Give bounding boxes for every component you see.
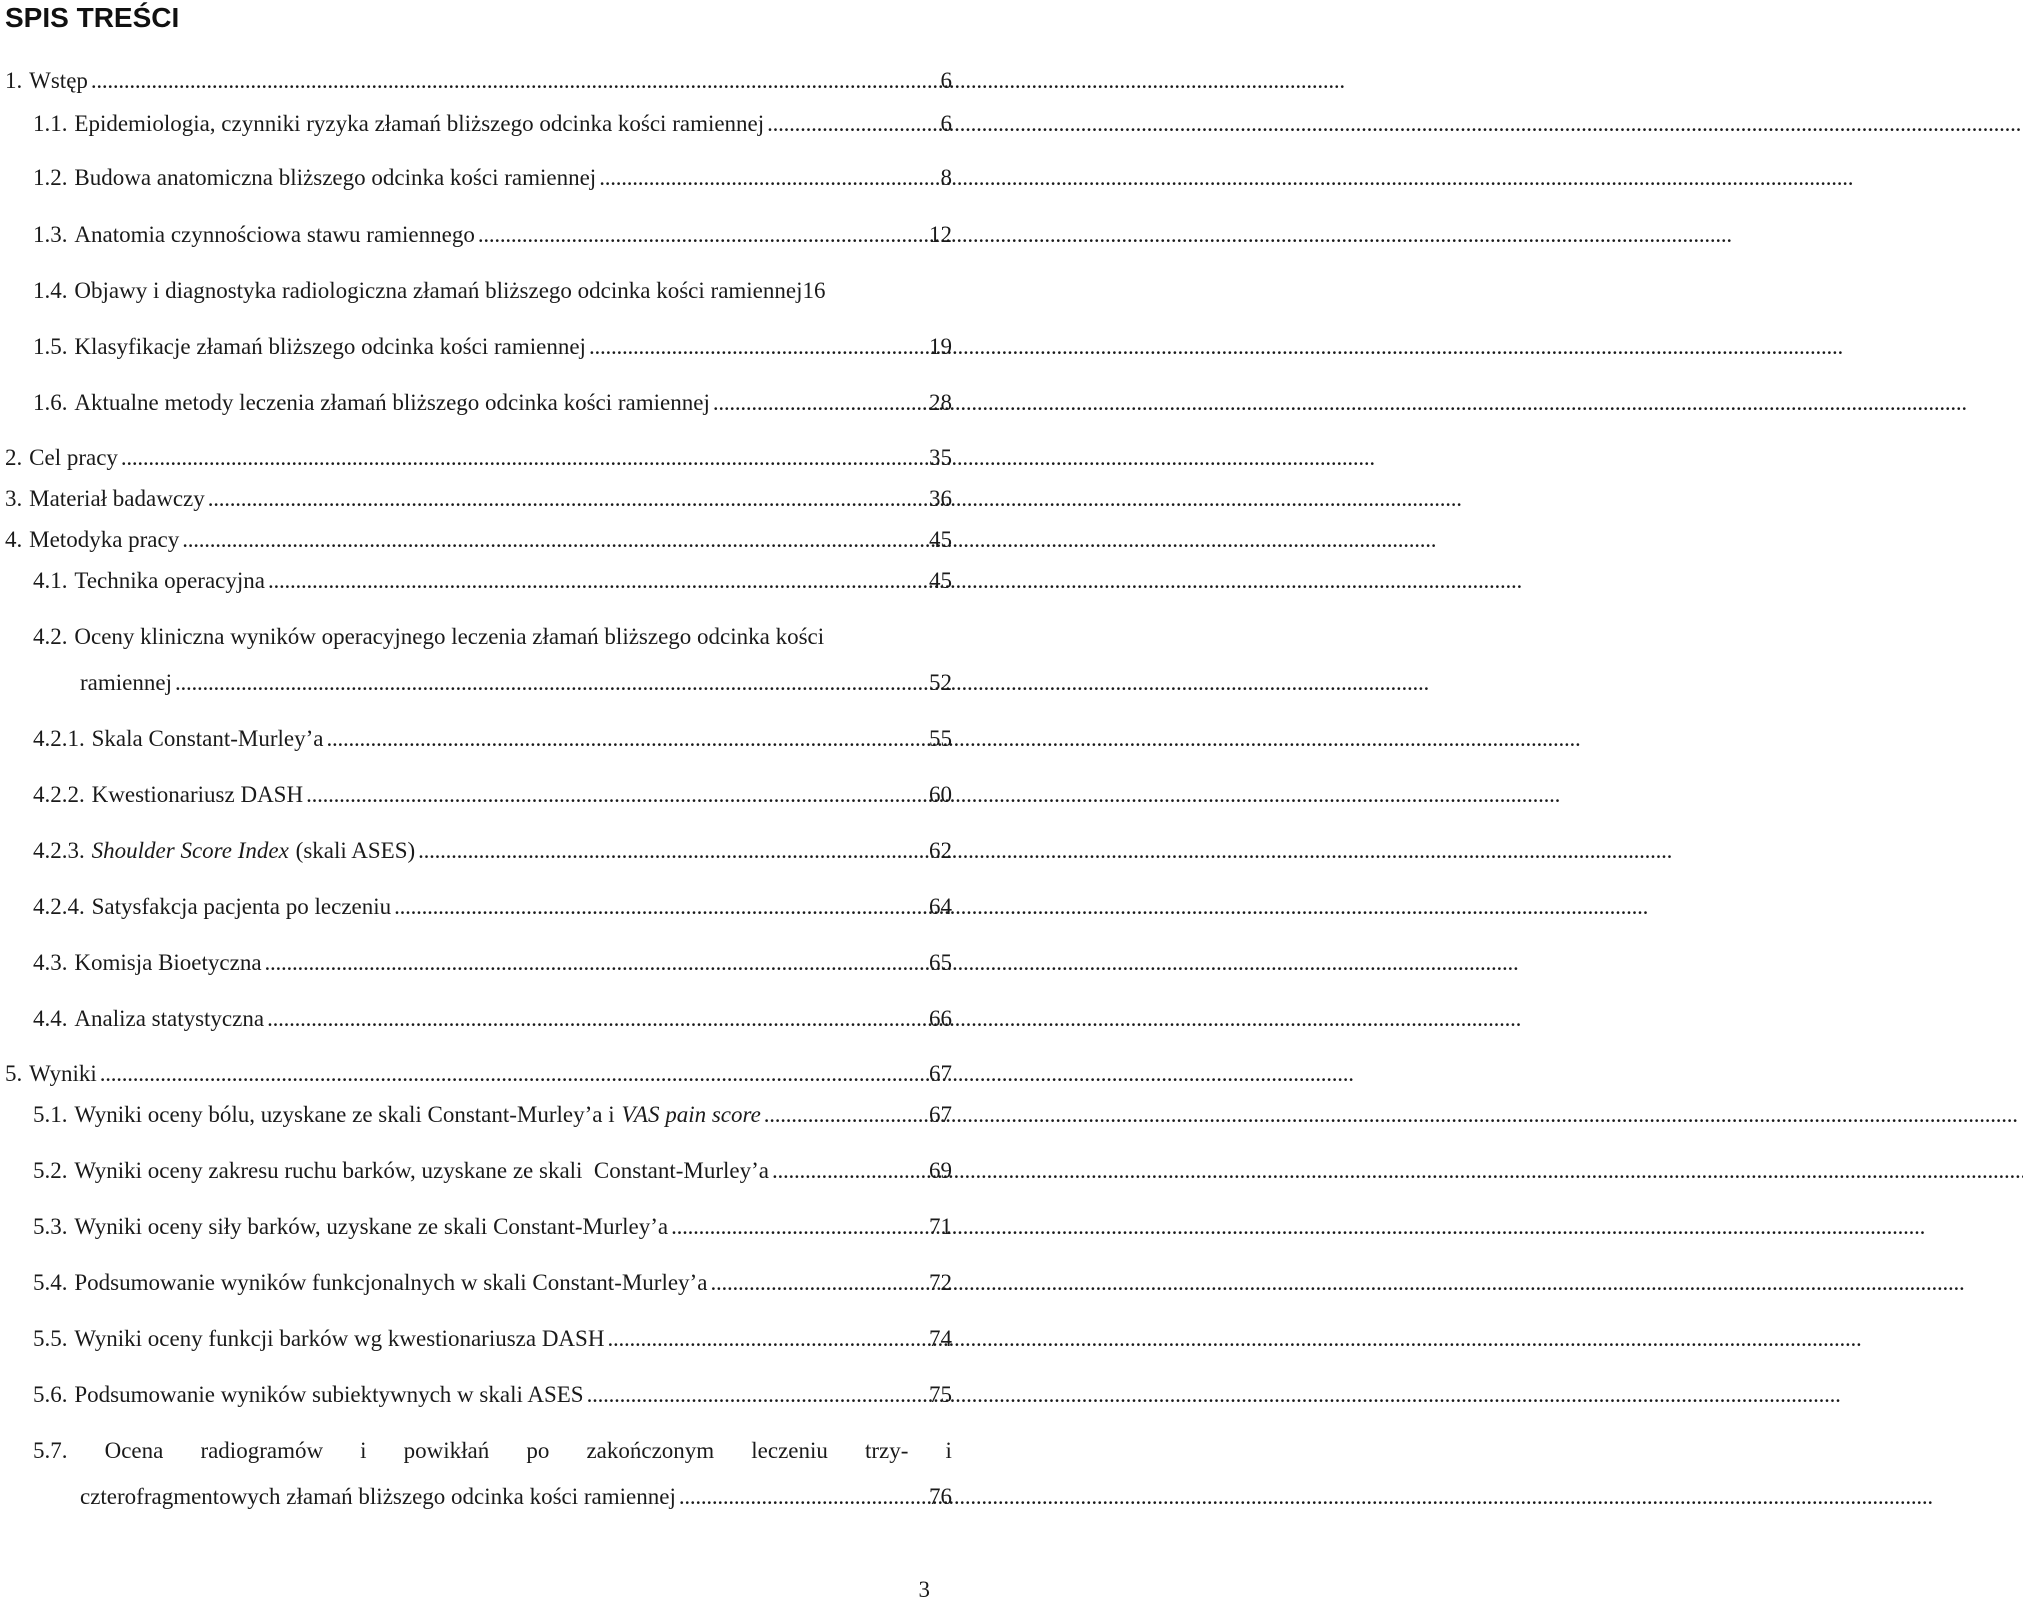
toc-entry-page: 69 xyxy=(929,1158,952,1183)
toc-entry-number: 5.4. xyxy=(33,1270,68,1295)
toc-entry-number: 1.4. xyxy=(33,278,68,303)
toc-entry-page: 67 xyxy=(929,1102,952,1127)
toc-entry[interactable] xyxy=(0,484,952,514)
toc-leader-dots xyxy=(121,443,926,473)
toc-entry-number: 2. xyxy=(5,445,23,470)
toc-leader-dots xyxy=(710,1268,926,1298)
toc-leader-dots xyxy=(478,220,926,250)
toc-entry-word: leczeniu xyxy=(751,1438,828,1463)
toc-entry-number: 5.2. xyxy=(33,1158,68,1183)
toc-entry-title: Podsumowanie wyników funkcjonalnych w skali Constant-Murley’a xyxy=(74,1270,708,1295)
toc-entry[interactable] xyxy=(0,1324,952,1354)
toc-entry-page: 19 xyxy=(929,334,952,359)
toc-entry-page: 65 xyxy=(929,950,952,975)
toc-entry-number: 1. xyxy=(5,68,23,93)
toc-leader-dots xyxy=(713,388,926,418)
toc-entry-title: Materiał badawczy xyxy=(29,486,205,511)
toc-entry-number: 4.2.4. xyxy=(33,894,85,919)
toc-entry[interactable] xyxy=(0,220,952,250)
toc-entry-title: Epidemiologia, czynniki ryzyka złamań bliższego odcinka kości ramiennej xyxy=(74,111,765,136)
toc-leader-dots xyxy=(327,724,926,754)
toc-entry-page: 8 xyxy=(940,165,952,190)
toc-entry-title-italic: VAS pain score xyxy=(621,1102,761,1127)
toc-entry-title: Wyniki oceny zakresu ruchu barków, uzyskane ze skali Constant-Murley’a xyxy=(74,1158,769,1183)
toc-leader-dots xyxy=(394,892,926,922)
toc-entry-page: 45 xyxy=(929,568,952,593)
toc-leader-dots xyxy=(679,1482,926,1512)
toc-entry-page: 55 xyxy=(929,726,952,751)
toc-entry[interactable] xyxy=(0,780,952,810)
toc-entry-title: Klasyfikacje złamań bliższego odcinka kości ramiennej xyxy=(74,334,586,359)
toc-entry-line1 xyxy=(0,622,952,652)
toc-entry[interactable] xyxy=(0,1059,952,1089)
toc-entry-title-italic: Shoulder Score Index xyxy=(91,838,289,863)
toc-entry[interactable] xyxy=(0,525,952,555)
toc-entry-word: po xyxy=(526,1438,550,1463)
toc-entry[interactable] xyxy=(0,1380,952,1410)
toc-entry-number: 4.4. xyxy=(33,1006,68,1031)
toc-leader-dots xyxy=(599,163,937,193)
toc-entry-title: Skala Constant-Murley’a xyxy=(91,726,324,751)
toc-entry-title-line1: Oceny kliniczna wyników operacyjnego leczenia złamań bliższego odcinka kości xyxy=(74,624,825,649)
page-number: 3 xyxy=(918,1577,930,1602)
toc-entry[interactable] xyxy=(0,388,952,418)
toc-entry[interactable] xyxy=(0,1212,952,1242)
toc-entry-number: 5. xyxy=(5,1061,23,1086)
toc-entry-title: Podsumowanie wyników subiektywnych w skali ASES xyxy=(74,1382,584,1407)
toc-entry-page: 6 xyxy=(940,68,952,93)
toc-entry-number: 1.3. xyxy=(33,222,68,247)
toc-leader-dots xyxy=(208,484,926,514)
toc-entry-title: Metodyka pracy xyxy=(29,527,180,552)
toc-entry-page: 75 xyxy=(929,1382,952,1407)
toc-entry-number: 1.2. xyxy=(33,165,68,190)
toc-entry-title: Satysfakcja pacjenta po leczeniu xyxy=(91,894,392,919)
toc-leader-dots xyxy=(587,1380,926,1410)
toc-entry-word: i xyxy=(945,1438,952,1463)
toc-leader-dots xyxy=(268,566,926,596)
toc-entry-number: 1.1. xyxy=(33,111,68,136)
toc-entry-title: Technika operacyjna xyxy=(74,568,265,593)
toc-leader-dots xyxy=(265,948,926,978)
toc-entry-number: 5.5. xyxy=(33,1326,68,1351)
toc-entry-page: 35 xyxy=(929,445,952,470)
toc-entry-number: 5.3. xyxy=(33,1214,68,1239)
toc-leader-dots xyxy=(267,1004,926,1034)
toc-leader-dots xyxy=(100,1059,926,1089)
toc-entry-number: 1.6. xyxy=(33,390,68,415)
toc-entry-page: 60 xyxy=(929,782,952,807)
toc-entry[interactable] xyxy=(0,332,952,362)
toc-entry[interactable] xyxy=(0,1268,952,1298)
toc-entry-page: 74 xyxy=(929,1326,952,1351)
toc-entry-page: 64 xyxy=(929,894,952,919)
toc-entry[interactable] xyxy=(0,566,952,596)
toc-entry-title: Objawy i diagnostyka radiologiczna złamań bliższego odcinka kości ramiennej xyxy=(74,278,803,303)
toc-entry[interactable] xyxy=(0,66,952,96)
toc-heading: SPIS TREŚCI xyxy=(5,2,180,33)
toc-entry[interactable] xyxy=(0,948,952,978)
toc-leader-dots xyxy=(306,780,926,810)
toc-entry-title: czterofragmentowych złamań bliższego odcinka kości ramiennej xyxy=(80,1484,676,1509)
toc-entry-title: Wyniki oceny bólu, uzyskane ze skali Constant-Murley’a i xyxy=(74,1102,615,1127)
toc-entry-number: 4.1. xyxy=(33,568,68,593)
toc-entry[interactable] xyxy=(0,276,952,306)
toc-entry-title: Anatomia czynnościowa stawu ramiennego xyxy=(74,222,475,247)
toc-entry-title: ramiennej xyxy=(80,670,172,695)
toc-entry-page: 72 xyxy=(929,1270,952,1295)
toc-entry[interactable] xyxy=(0,1482,952,1512)
toc-entry-title: Komisja Bioetyczna xyxy=(74,950,262,975)
toc-entry-title: Wyniki oceny siły barków, uzyskane ze skali Constant-Murley’a xyxy=(74,1214,669,1239)
toc-entry[interactable] xyxy=(0,724,952,754)
toc-leader-dots xyxy=(767,109,937,139)
toc-entry-number: 4.2.2. xyxy=(33,782,85,807)
toc-entry-page: 28 xyxy=(929,390,952,415)
toc-entry-word: zakończonym xyxy=(586,1438,715,1463)
toc-entry-page: 36 xyxy=(929,486,952,511)
toc-entry-page: 12 xyxy=(929,222,952,247)
toc-entry-title: Wyniki xyxy=(29,1061,97,1086)
toc-entry[interactable] xyxy=(0,1100,952,1130)
toc-entry-word: i xyxy=(360,1438,367,1463)
toc-entry-page: 62 xyxy=(929,838,952,863)
toc-entry-title: Analiza statystyczna xyxy=(74,1006,265,1031)
toc-entry-title: Wyniki oceny funkcji barków wg kwestionariusza DASH xyxy=(74,1326,605,1351)
toc-entry-title: Wstęp xyxy=(29,68,88,93)
toc-entry-page: 76 xyxy=(929,1484,952,1509)
toc-leader-dots xyxy=(175,668,926,698)
toc-entry-title: (skali ASES) xyxy=(295,838,416,863)
toc-entry-number: 5.7. xyxy=(33,1438,68,1463)
toc-leader-dots xyxy=(764,1100,926,1130)
toc-entry[interactable] xyxy=(0,109,952,139)
toc-leader-dots xyxy=(772,1156,926,1186)
toc-entry-page: 16 xyxy=(802,278,826,303)
toc-entry-word: radiogramów xyxy=(200,1438,324,1463)
toc-entry-number: 4.2.3. xyxy=(33,838,85,863)
toc-entry-word: trzy- xyxy=(865,1438,909,1463)
toc-entry[interactable] xyxy=(0,1156,952,1186)
toc-leader-dots xyxy=(671,1212,926,1242)
toc-entry-number: 1.5. xyxy=(33,334,68,359)
toc-entry-page: 67 xyxy=(929,1061,952,1086)
toc-entry-page: 45 xyxy=(929,527,952,552)
toc-entry[interactable] xyxy=(0,1004,952,1034)
toc-entry[interactable] xyxy=(0,892,952,922)
toc-entry-number: 5.1. xyxy=(33,1102,68,1127)
toc-entry-number: 4.3. xyxy=(33,950,68,975)
toc-entry-page: 52 xyxy=(929,670,952,695)
toc-entry-word: Ocena xyxy=(104,1438,164,1463)
toc-entry[interactable] xyxy=(0,668,952,698)
toc-entry-number: 4.2. xyxy=(33,624,68,649)
toc-entry-number: 4. xyxy=(5,527,23,552)
toc-leader-dots xyxy=(607,1324,926,1354)
toc-entry-number: 3. xyxy=(5,486,23,511)
toc-entry[interactable] xyxy=(0,836,952,866)
toc-leader-dots xyxy=(91,66,938,96)
toc-entry-line1 xyxy=(33,1436,952,1466)
toc-entry-word: powikłań xyxy=(403,1438,490,1463)
toc-entry-page: 6 xyxy=(940,111,952,136)
toc-leader-dots xyxy=(418,836,926,866)
toc-leader-dots xyxy=(589,332,926,362)
toc-entry[interactable] xyxy=(0,163,952,193)
toc-entry-title: Aktualne metody leczenia złamań bliższego odcinka kości ramiennej xyxy=(74,390,710,415)
toc-entry-number: 4.2.1. xyxy=(33,726,85,751)
toc-entry[interactable] xyxy=(0,443,952,473)
toc-entry-number: 5.6. xyxy=(33,1382,68,1407)
toc-entry-page: 66 xyxy=(929,1006,952,1031)
toc-entry-title: Kwestionariusz DASH xyxy=(91,782,304,807)
toc-leader-dots xyxy=(182,525,926,555)
toc-entry-page: 71 xyxy=(929,1214,952,1239)
toc-entry-title: Budowa anatomiczna bliższego odcinka kości ramiennej xyxy=(74,165,597,190)
toc-entry-title: Cel pracy xyxy=(29,445,118,470)
